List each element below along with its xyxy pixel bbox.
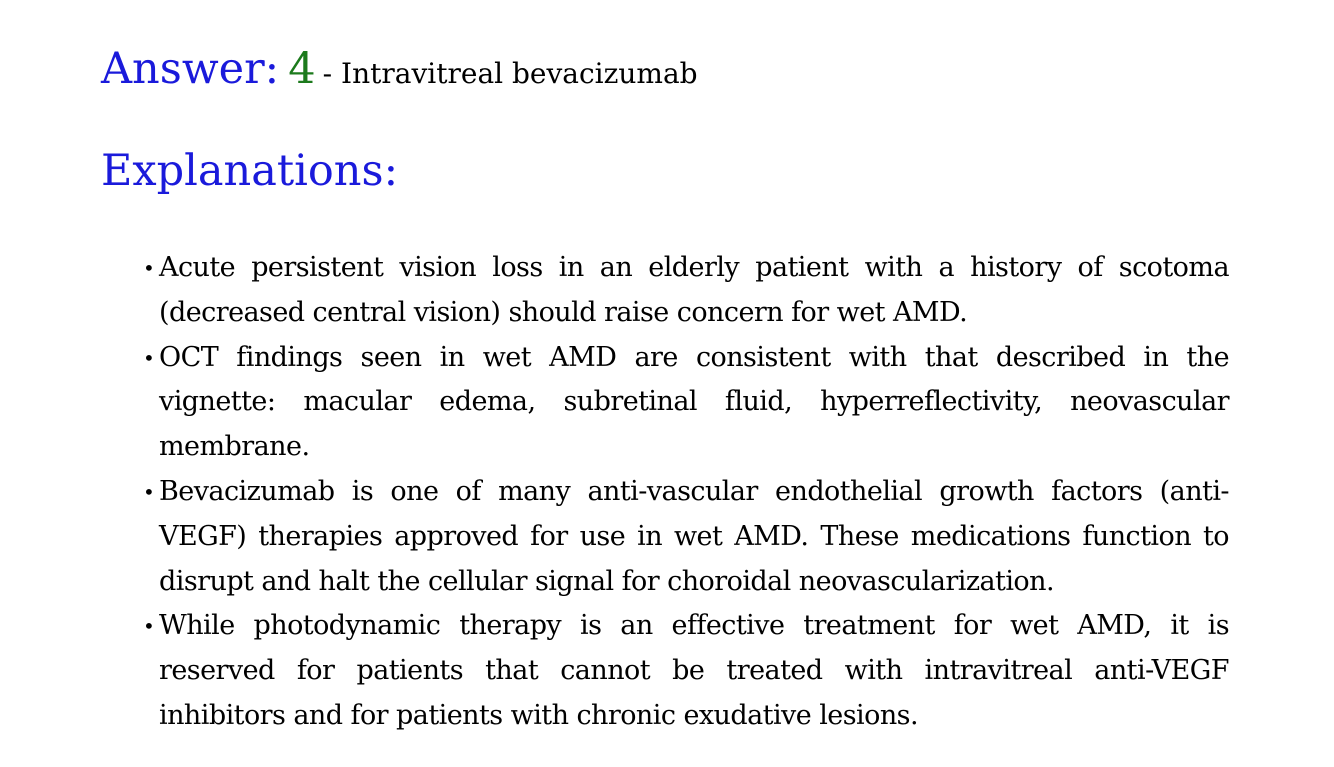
explanation-item-2: [143, 336, 1229, 470]
explanation-text: While photodynamic therapy is an effective treatment for wet AMD, it is reserved for patients that cannot be treated with intravitreal anti-VEGF inhibitors and for patients with chronic exudative lesions.: [159, 610, 1229, 731]
explanation-text: OCT findings seen in wet AMD are consistent with that described in the vignette: macular edema, subretinal fluid, hyperreflectivity, neovascular membrane.: [159, 341, 1229, 463]
explanation-text: Acute persistent vision loss in an elderly patient with a history of scotoma (decreased central vision) should raise concern for wet AMD.: [159, 252, 1229, 328]
bullet-icon: •: [143, 479, 155, 504]
answer-number: 4: [288, 44, 316, 94]
explanation-item-3: [143, 470, 1229, 604]
explanation-text: Bevacizumab is one of many anti-vascular endothelial growth factors (anti-VEGF) therapies approved for use in wet AMD. These medications function to disrupt and halt the cellular signal for choroidal neovascularization.: [159, 475, 1229, 597]
explanation-item-1: [143, 246, 1229, 336]
answer-text: - Intravitreal bevacizumab: [322, 57, 698, 90]
answer-line: [101, 44, 698, 94]
bullet-icon: •: [143, 256, 155, 280]
bullet-icon: •: [143, 345, 155, 370]
explanation-item-4: [143, 604, 1229, 738]
explanations-list: [143, 246, 1229, 739]
answer-label: Answer:: [101, 44, 280, 94]
bullet-icon: •: [143, 614, 155, 639]
explanations-title: Explanations:: [101, 146, 399, 196]
